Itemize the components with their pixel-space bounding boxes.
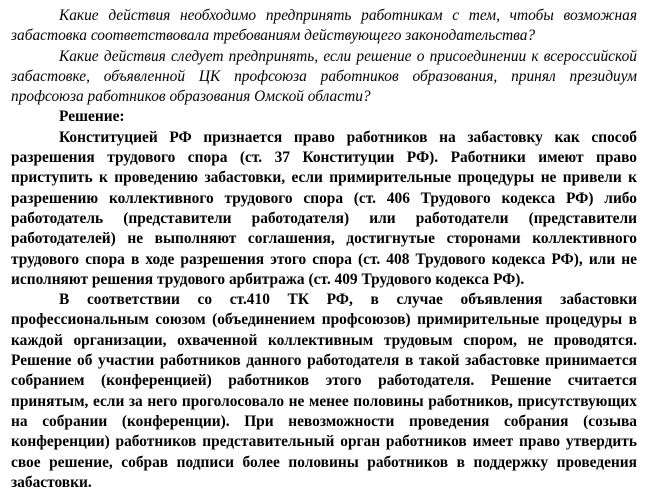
answer-paragraph-2: В соответствии со ст.410 ТК РФ, в случае объявления забастовки профессиональным союзом (объединением профсоюзов) примирительные процедуры в каждой организации, охваченной коллективным трудовым спором, не проводятся. Решение об участии работников данного работодателя в такой забастовке принимается собранием (конференцией) работников этого работодателя. Решение считается принятым, если за него проголосовало не менее половины работников, присутствующих на собрании (конференции). При невозможности проведения собрания (созыва конференции) работников представительный орган работников имеет право утвердить свое решение, собрав подписи более половины работников в поддержку проведения забастовки. — [11, 291, 637, 491]
document-page — [11, 6, 637, 493]
question-paragraph-1: Какие действия необходимо предпринять работникам с тем, чтобы возможная забастовка соответствовала требованиям действующего законодательства? — [11, 7, 637, 45]
answer-paragraph-1: Конституцией РФ признается право работников на забастовку как способ разрешения трудового спора (ст. 37 Конституции РФ). Работники имеют право приступить к проведению забастовки, если примирительные процедуры не привели к разрешению коллективного трудового спора (ст. 406 Трудового кодекса РФ) либо работодатель (представители работодателя) или работодатели (представители работодателей) не выполняют соглашения, достигнутые сторонами коллективного трудового спора в ходе разрешения этого спора (ст. 408 Трудового кодекса РФ), или не исполняют решения трудового арбитража (ст. 409 Трудового кодекса РФ). — [11, 128, 637, 288]
question-paragraph-2: Какие действия следует предпринять, если решение о присоединении к всероссийской забастовке, объявленной ЦК профсоюза работников образования, принял президиум профсоюза работников образования Омской области? — [11, 47, 637, 106]
solution-heading: Решение: — [59, 108, 125, 126]
